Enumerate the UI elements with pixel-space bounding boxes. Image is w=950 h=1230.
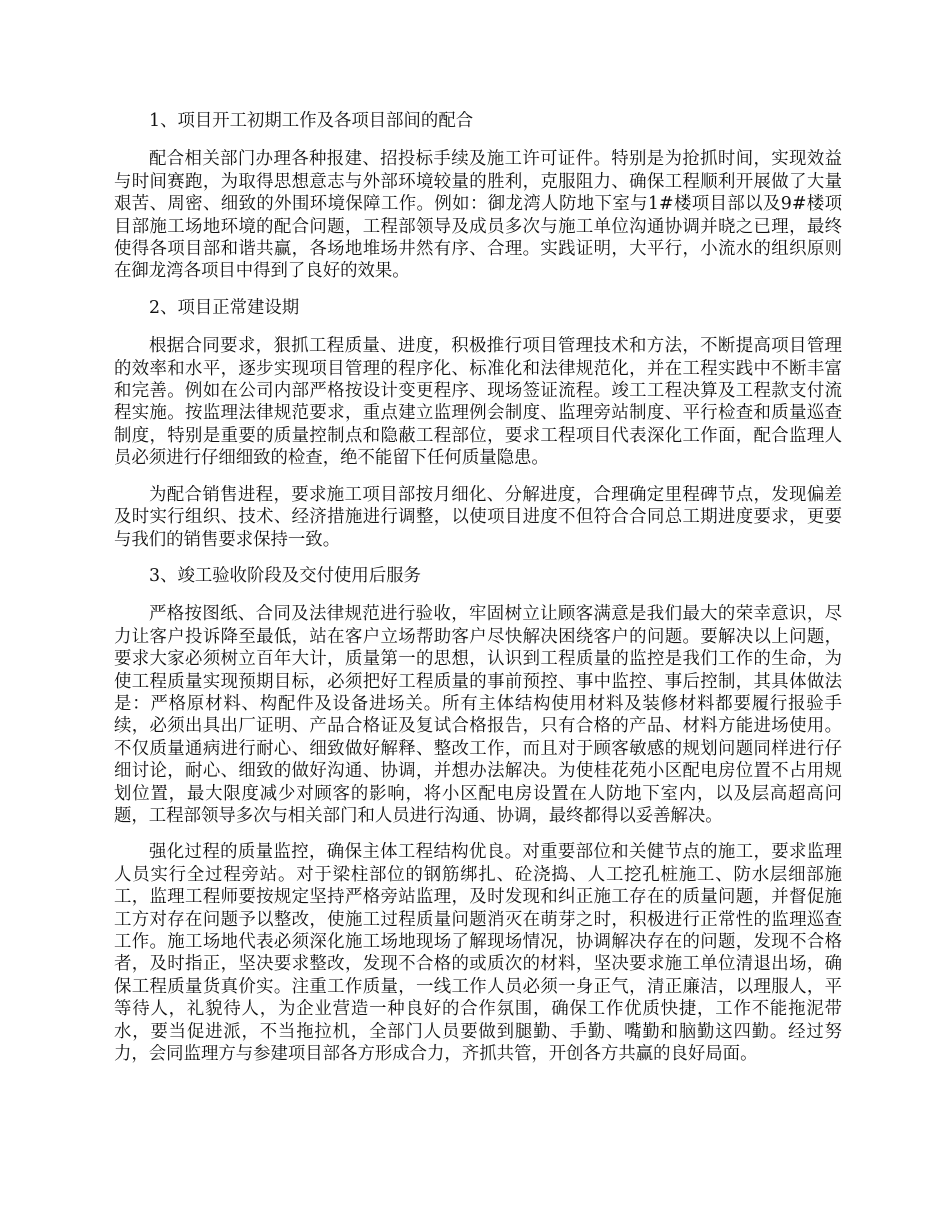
section-3-paragraph-2: 强化过程的质量监控，确保主体工程结构优良。对重要部位和关健节点的施工，要求监理人员实行全过程旁站。对于梁柱部位的钢筋绑扎、砼浇捣、人工挖孔桩施工、防水层细部施工，监理工程师要按规定坚持严格旁站监理，及时发现和纠正施工存在的质量问题，并督促施工方对存在问题予以整改，使施工过程质量问题消灭在萌芽之时，积极进行正常性的监理巡查工作。施工场地代表必须深化施工场地现场了解现场情况，协调解决存在的问题，发现不合格者，及时指正，坚决要求整改，发现不合格的或质次的材料，坚决要求施工单位清退出场，确保工程质量货真价实。注重工作质量，一线工作人员必须一身正气，清正廉洁，以理服人，平等待人，礼貌待人，为企业营造一种良好的合作氛围，确保工作优质快捷，工作不能拖泥带水，要当促进派，不当拖拉机，全部门人员要做到腿勤、手勤、嘴勤和脑勤这四勤。经过努力，会同监理方与参建项目部各方形成合力，齐抓共管，开创各方共赢的良好局面。: [114, 842, 842, 1065]
section-2-paragraph-2: 为配合销售进程，要求施工项目部按月细化、分解进度，合理确定里程碑节点，发现偏差及时实行组织、技术、经济措施进行调整，以使项目进度不但符合合同总工期进度要求，更要与我们的销售要求保持一致。: [114, 484, 842, 550]
section-2-paragraph-1: 根据合同要求，狠抓工程质量、进度，积极推行项目管理技术和方法，不断提高项目管理的效率和水平，逐步实现项目管理的程序化、标准化和法律规范化，并在工程实践中不断丰富和完善。例如在公司内部严格按设计变更程序、现场签证流程。竣工工程决算及工程款支付流程实施。按监理法律规范要求，重点建立监理例会制度、监理旁站制度、平行检查和质量巡查制度，特别是重要的质量控制点和隐蔽工程部位，要求工程项目代表深化工作面，配合监理人员必须进行仔细细致的检查，绝不能留下任何质量隐患。: [114, 336, 842, 469]
section-1-paragraph-1: 配合相关部门办理各种报建、招投标手续及施工许可证件。特别是为抢抓时间，实现效益与时间赛跑，为取得思想意志与外部环境较量的胜利，克服阻力、确保工程顺利开展做了大量艰苦、周密、细致的外围环境保障工作。例如：御龙湾人防地下室与1#楼项目部以及9#楼项目部施工场地环境的配合问题，工程部领导及成员多次与施工单位沟通协调并晓之已理，最终使得各项目部和谐共赢，各场地堆场井然有序、合理。实践证明，大平行，小流水的组织原则在御龙湾各项目中得到了良好的效果。: [114, 149, 842, 282]
section-heading-1: 1、项目开工初期工作及各项目部间的配合: [149, 111, 474, 131]
section-heading-3: 3、竣工验收阶段及交付使用后服务: [149, 565, 421, 586]
section-heading-2: 2、项目正常建设期: [149, 297, 300, 318]
document-body: [114, 110, 842, 1079]
section-3-paragraph-1: 严格按图纸、合同及法律规范进行验收，牢固树立让顾客满意是我们最大的荣幸意识，尽力让客户投诉降至最低，站在客户立场帮助客户尽快解决困绕客户的问题。要解决以上问题，要求大家必须树立百年大计，质量第一的思想，认识到工程质量的监控是我们工作的生命，为使工程质量实现预期目标，必须把好工程质量的事前预控、事中监控、事后控制，其具体做法是：严格原材料、构配件及设备进场关。所有主体结构使用材料及装修材料都要履行报验手续，必须出具出厂证明、产品合格证及复试合格报告，只有合格的产品、材料方能进场使用。不仅质量通病进行耐心、细致做好解释、整改工作，而且对于顾客敏感的规划问题同样进行仔细讨论，耐心、细致的做好沟通、协调，并想办法解决。为使桂花苑小区配电房位置不占用规划位置，最大限度减少对顾客的影响，将小区配电房设置在人防地下室内，以及层高超高问题，工程部领导多次与相关部门和人员进行沟通、协调，最终都得以妥善解决。: [114, 604, 842, 826]
